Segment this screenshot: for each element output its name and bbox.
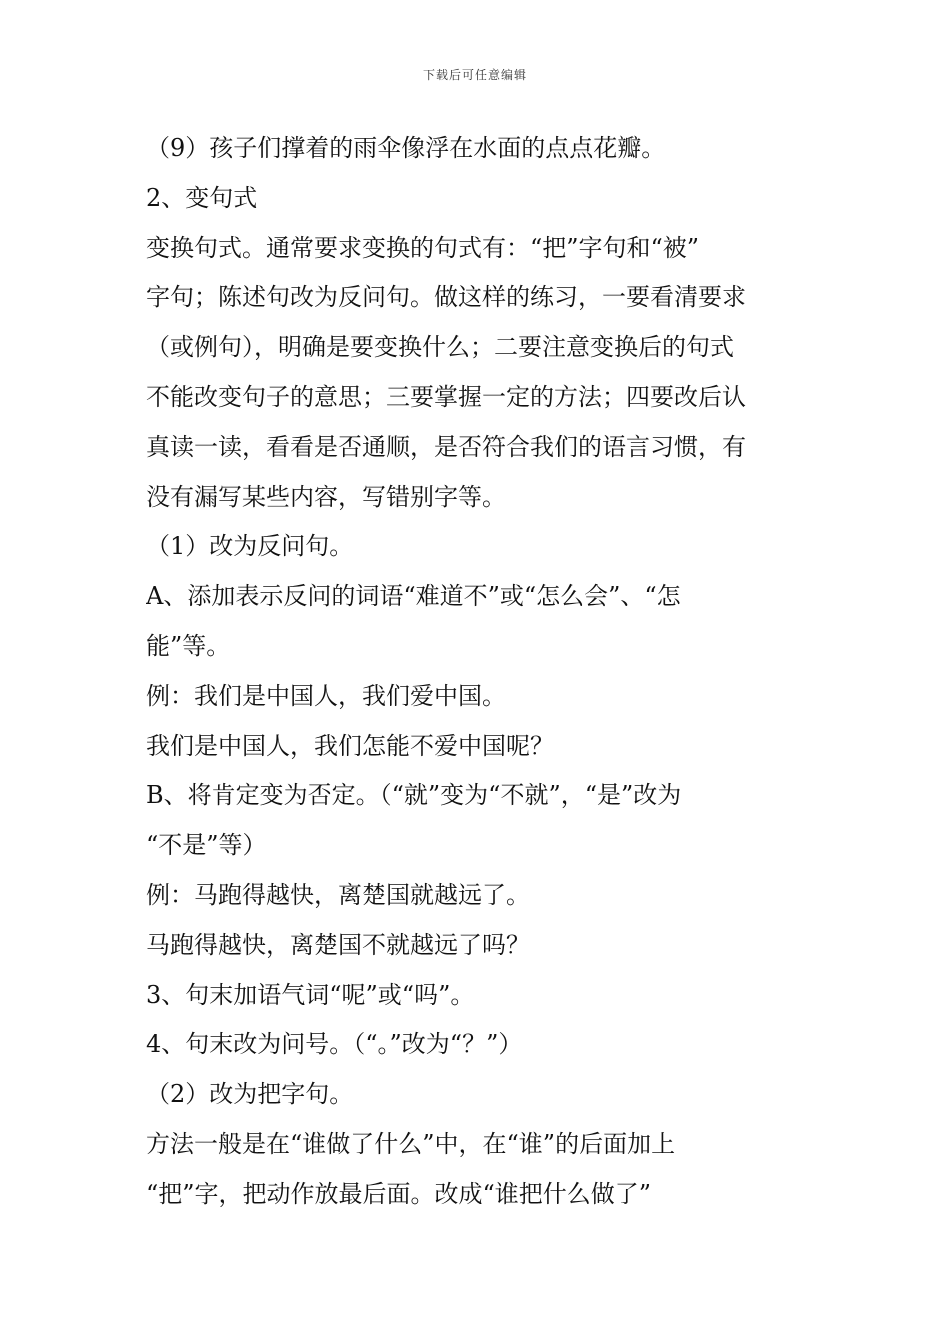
text-line: 变换句式。通常要求变换的句式有：“把”字句和“被” <box>146 233 700 262</box>
page-header: 下载后可任意编辑 <box>422 68 527 82</box>
text-line: 不能改变句子的意思；三要掌握一定的方法；四要改后认 <box>146 382 746 411</box>
example-line: 例：我们是中国人，我们爱中国。 <box>146 681 506 710</box>
text-line: 字句；陈述句改为反问句。做这样的练习，一要看清要求 <box>146 283 746 312</box>
text-line: 没有漏写某些内容，写错别字等。 <box>146 482 506 511</box>
example-answer-line: 马跑得越快，离楚国不就越远了吗？ <box>146 930 530 959</box>
text-line: B、将肯定变为否定。（“就”变为“不就”，“是”改为 <box>146 781 682 810</box>
text-line: （或例句），明确是要变换什么；二要注意变换后的句式 <box>146 333 734 362</box>
document-body <box>146 128 810 1224</box>
text-line: A、添加表示反问的词语“难道不”或“怎么会”、“怎 <box>146 582 681 611</box>
text-line: 能”等。 <box>146 631 231 660</box>
text-line: “把”字，把动作放最后面。改成“谁把什么做了” <box>146 1179 652 1208</box>
text-line: 4、句末改为问号。（“。”改为“？”） <box>146 1030 523 1059</box>
text-line: 3、句末加语气词“呢”或“吗”。 <box>146 980 475 1009</box>
subsection-heading: （1）改为反问句。 <box>146 532 354 561</box>
subsection-heading: （2）改为把字句。 <box>146 1080 354 1109</box>
example-answer-line: 我们是中国人，我们怎能不爱中国呢？ <box>146 731 554 760</box>
text-line: 真读一读，看看是否通顺，是否符合我们的语言习惯，有 <box>146 432 746 461</box>
section-heading: 2、变句式 <box>146 183 258 212</box>
text-line: （9）孩子们撑着的雨伞像浮在水面的点点花瓣。 <box>146 134 666 162</box>
example-line: 例：马跑得越快，离楚国就越远了。 <box>146 880 530 909</box>
text-line: “不是”等） <box>146 831 267 860</box>
text-line: 方法一般是在“谁做了什么”中，在“谁”的后面加上 <box>146 1129 676 1158</box>
